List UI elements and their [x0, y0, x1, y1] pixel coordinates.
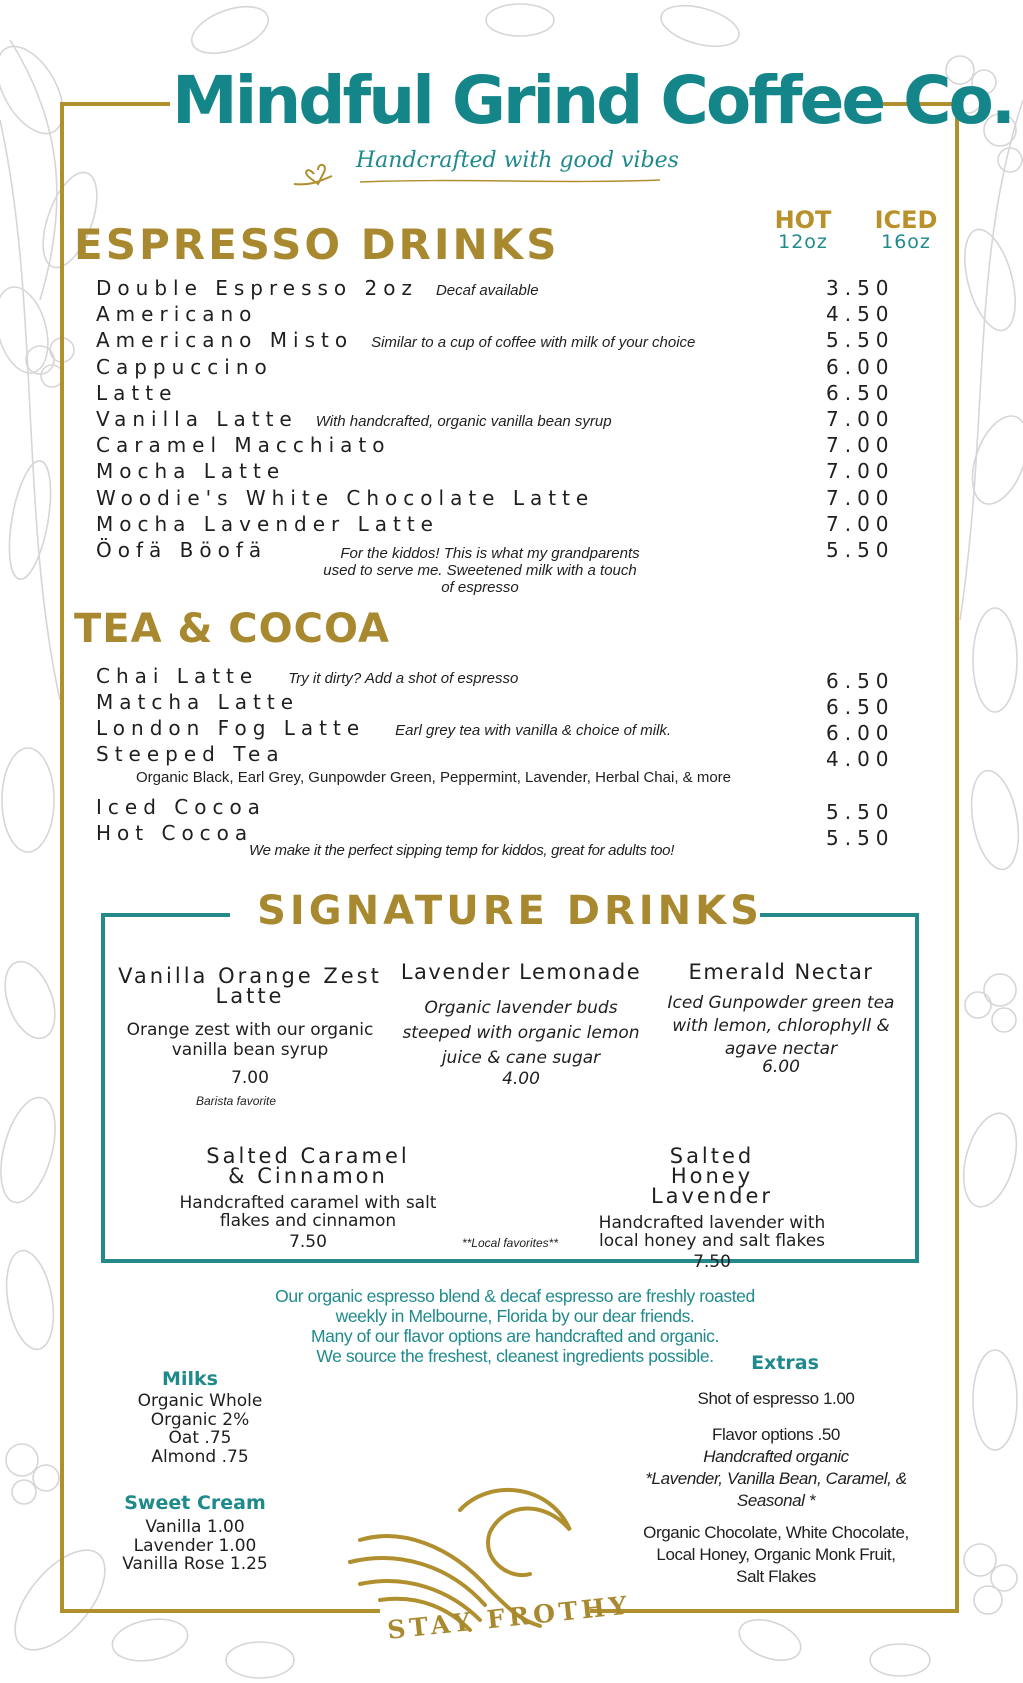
- menu-item-note: With handcrafted, organic vanilla bean syrup: [315, 413, 612, 430]
- menu-item: [96, 459, 285, 485]
- menu-item-name: Americano Misto: [96, 328, 354, 353]
- menu-item-price: 7.00: [826, 485, 895, 510]
- blurb-line: Our organic espresso blend & decaf espresso are freshly roasted: [275, 1286, 755, 1306]
- signature-item-price: 7.00: [231, 1068, 269, 1088]
- extra-shot: Shot of espresso 1.00: [697, 1389, 855, 1408]
- menu-item-price: 7.00: [826, 407, 895, 431]
- milks-list: [110, 1392, 290, 1466]
- signature-item-vanilla-orange: [114, 966, 386, 1108]
- menu-item-price: 6.50: [826, 669, 895, 693]
- milks-heading: Milks: [162, 1368, 218, 1390]
- menu-item-name: Double Espresso 2oz: [96, 276, 418, 300]
- extras-list: [626, 1388, 926, 1588]
- menu-item-price: 5.50: [826, 800, 895, 824]
- logo-text: STAY FROTHY: [386, 1590, 633, 1645]
- menu-item-note: Earl grey tea with vanilla & choice of milk.: [395, 722, 672, 739]
- hot-size: 12oz: [778, 231, 828, 253]
- signature-item-price: 4.00: [502, 1069, 540, 1089]
- menu-item: [96, 664, 518, 690]
- menu-item-name: Cappuccino: [96, 354, 273, 379]
- signature-item-price: 6.00: [762, 1057, 800, 1077]
- signature-item-name: Salted Caramel & Cinnamon: [206, 1144, 410, 1188]
- milk-option: Almond .75: [151, 1446, 249, 1467]
- menu-item-price: 6.00: [826, 721, 895, 745]
- menu-item-price: 5.50: [826, 328, 895, 353]
- menu-item-note: Try it dirty? Add a shot of espresso: [288, 670, 519, 687]
- menu-item: [96, 795, 266, 821]
- menu-item: [96, 355, 273, 381]
- signature-item-desc: Iced Gunpowder green tea with lemon, chlorophyll & agave nectar: [667, 993, 895, 1059]
- menu-item-price: 6.50: [826, 380, 895, 405]
- tagline: Handcrafted with good vibes: [356, 148, 679, 173]
- menu-item: [96, 690, 299, 716]
- local-favorites-note: **Local favorites**: [461, 1236, 559, 1250]
- cocoa-note: We make it the perfect sipping temp for kiddos, great for adults too!: [249, 842, 675, 859]
- menu-item-name: Matcha Latte: [96, 690, 300, 714]
- signature-item-emerald-nectar: [656, 962, 906, 1077]
- menu-item: [96, 538, 267, 564]
- signature-item-price: 7.50: [289, 1232, 327, 1252]
- extra-organic-list: Organic Chocolate, White Chocolate,: [643, 1523, 909, 1542]
- menu-item-name: Hot Cocoa: [96, 821, 254, 845]
- signature-item-desc: Orange zest with our organic vanilla bean syrup: [126, 1020, 374, 1060]
- milk-option: Oat .75: [168, 1428, 232, 1448]
- signature-item-salted-honey: [586, 1146, 838, 1272]
- signature-item-name: Salted Honey Lavender: [650, 1144, 774, 1208]
- blurb-line: Many of our flavor options are handcrafted and organic.: [311, 1326, 719, 1346]
- menu-item: [96, 407, 612, 433]
- signature-item-lavender-lemonade: [400, 962, 642, 1089]
- signature-item-name: Emerald Nectar: [688, 960, 874, 984]
- sweet-cream-option: Vanilla Rose 1.25: [122, 1554, 268, 1574]
- sweet-cream-heading: Sweet Cream: [124, 1492, 266, 1514]
- menu-item-price: 6.00: [826, 354, 895, 379]
- menu-item-price: 7.00: [826, 433, 895, 458]
- iced-size: 16oz: [881, 231, 931, 253]
- menu-item-name: Steeped Tea: [96, 742, 285, 766]
- blurb-line: We source the freshest, cleanest ingredients possible.: [316, 1346, 714, 1366]
- menu-item: [96, 302, 257, 328]
- extra-organic-list: Local Honey, Organic Monk Fruit,: [656, 1545, 896, 1564]
- menu-item-price: 3.50: [826, 276, 895, 300]
- extra-flavor: Flavor options .50: [712, 1425, 840, 1444]
- menu-item-price: 4.00: [826, 747, 895, 771]
- menu-item: [96, 742, 285, 768]
- menu-item-price: 7.00: [826, 511, 895, 536]
- menu-item: [96, 433, 390, 459]
- menu-item-name: Iced Cocoa: [96, 795, 266, 819]
- menu-item-price: 5.50: [826, 826, 895, 850]
- hot-header: HOT: [774, 206, 832, 234]
- menu-item-name: Latte: [96, 380, 178, 405]
- sweet-cream-list: [100, 1518, 290, 1574]
- menu-item: [96, 381, 177, 407]
- blurb-line: weekly in Melbourne, Florida by our dear friends.: [335, 1306, 695, 1326]
- milk-option: Organic Whole: [137, 1391, 263, 1411]
- menu-item-name: London Fog Latte: [96, 716, 366, 740]
- menu-item: [96, 328, 695, 354]
- signature-item-name: Lavender Lemonade: [400, 960, 642, 984]
- menu-item: [96, 821, 253, 847]
- kiddo-note-line: used to serve me. Sweetened milk with a touch: [323, 562, 637, 579]
- menu-item-name: Mocha Lavender Latte: [96, 511, 439, 536]
- menu-item-name: Vanilla Latte: [96, 407, 298, 431]
- signature-item-price: 7.50: [693, 1252, 731, 1272]
- menu-item-note: Similar to a cup of coffee with milk of your choice: [371, 334, 696, 352]
- sweet-cream-option: Lavender 1.00: [133, 1535, 257, 1556]
- menu-item-price: 4.50: [826, 302, 895, 327]
- kiddo-note: [280, 545, 680, 596]
- menu-item-name: Caramel Macchiato: [96, 433, 391, 458]
- signature-item-name: Vanilla Orange Zest Latte: [118, 964, 382, 1008]
- extra-handcrafted: Handcrafted organic: [703, 1447, 849, 1466]
- extra-flavor-list: *Lavender, Vanilla Bean, Caramel, &: [645, 1469, 907, 1488]
- menu-item: [96, 276, 539, 302]
- iced-header: ICED: [874, 206, 938, 234]
- menu-item-name: Woodie's White Chocolate Latte: [96, 485, 595, 510]
- tea-section-title: TEA & COCOA: [74, 606, 390, 652]
- extras-heading: Extras: [751, 1352, 819, 1374]
- extra-organic-list: Salt Flakes: [736, 1567, 816, 1586]
- tea-varieties: Organic Black, Earl Grey, Gunpowder Green, Peppermint, Lavender, Herbal Chai, & more: [136, 769, 731, 786]
- menu-item: [96, 512, 439, 538]
- brand-title: Mindful Grind Coffee Co.: [172, 62, 1013, 139]
- menu-item-price: 5.50: [826, 538, 895, 562]
- signature-item-salted-caramel: [166, 1146, 450, 1252]
- extra-flavor-list: Seasonal *: [736, 1491, 816, 1510]
- stay-frothy-logo-text: [380, 1590, 633, 1672]
- milk-option: Organic 2%: [150, 1409, 250, 1430]
- tagline-underline: [360, 176, 660, 186]
- kiddo-note-line: For the kiddos! This is what my grandparents: [340, 545, 640, 562]
- barista-favorite-tag: Barista favorite: [196, 1094, 277, 1108]
- menu-item: [96, 486, 594, 512]
- menu-item-name: Chai Latte: [96, 664, 259, 688]
- menu-item-name: Mocha Latte: [96, 459, 286, 484]
- menu-item-price: 6.50: [826, 695, 895, 719]
- menu-item-note: Decaf available: [435, 282, 539, 299]
- menu-item-name: Öofä Böofä: [96, 538, 268, 562]
- signature-item-desc: Handcrafted lavender with local honey and salt flakes: [598, 1213, 826, 1251]
- menu-item: [96, 716, 671, 742]
- sweet-cream-option: Vanilla 1.00: [145, 1517, 245, 1537]
- signature-section-title: SIGNATURE DRINKS: [257, 888, 763, 934]
- menu-item-name: Americano: [96, 302, 258, 327]
- menu-item-price: 7.00: [826, 459, 895, 484]
- heart-swirl-icon: [292, 150, 362, 190]
- signature-item-desc: Handcrafted caramel with salt flakes and cinnamon: [179, 1193, 437, 1231]
- espresso-section-title: ESPRESSO DRINKS: [74, 220, 560, 269]
- signature-item-desc: Organic lavender buds steeped with organic lemon juice & cane sugar: [402, 998, 640, 1068]
- kiddo-note-line: of espresso: [441, 579, 519, 596]
